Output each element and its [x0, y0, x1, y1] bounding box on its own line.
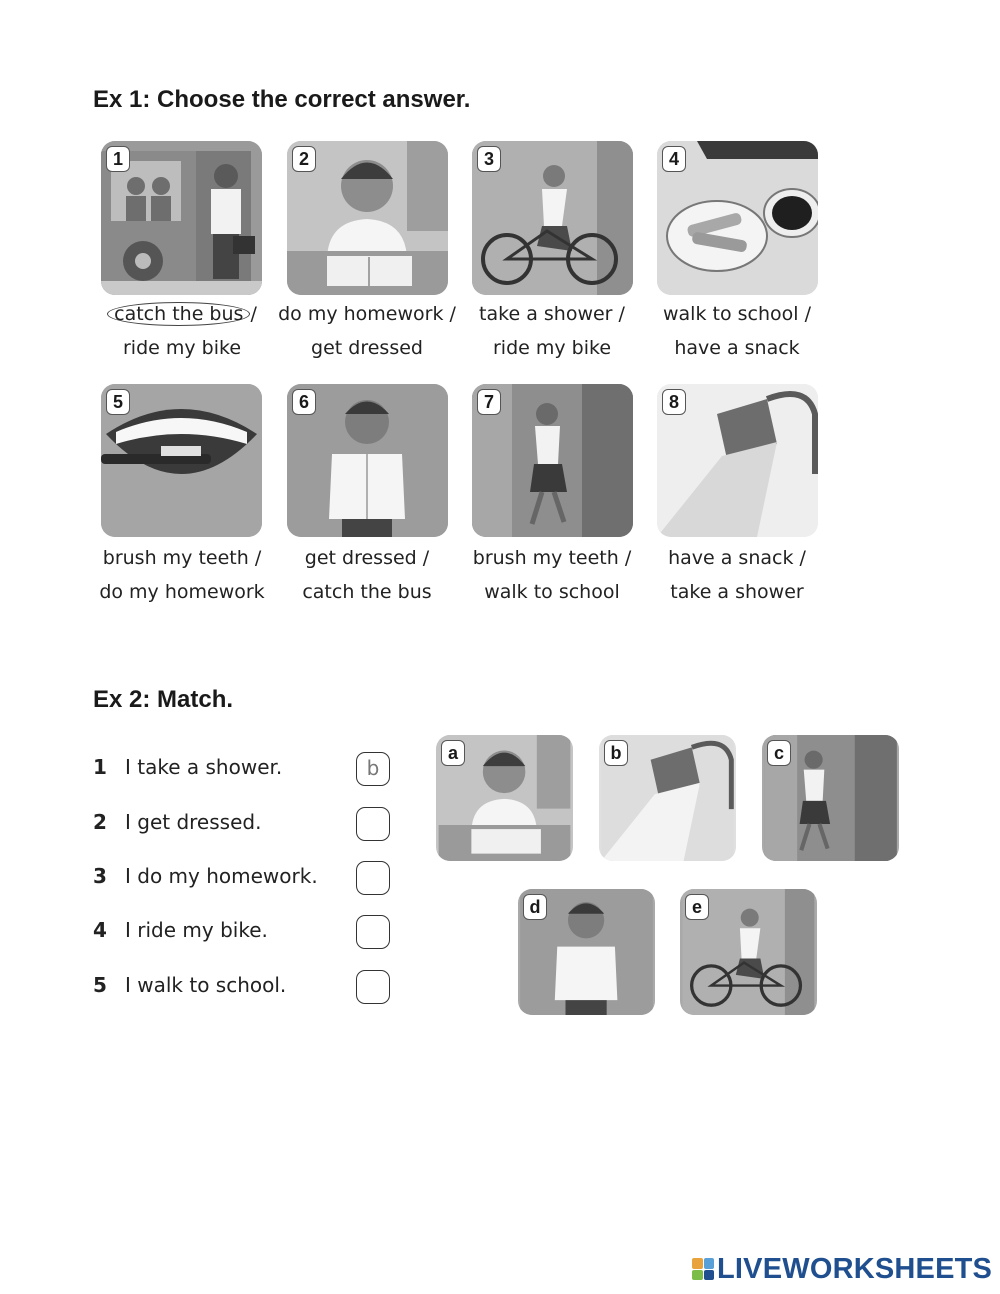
- picture-letter: a: [441, 740, 465, 766]
- getting-dressed-image: [287, 384, 448, 537]
- sentence-number: 4: [93, 918, 107, 942]
- option-2[interactable]: take a shower: [670, 581, 804, 603]
- match-sentence-5: [93, 973, 286, 997]
- sentence-number: 2: [93, 810, 107, 834]
- picture-number: 7: [477, 389, 501, 415]
- option-2[interactable]: walk to school: [484, 581, 620, 603]
- separator: /: [798, 303, 811, 325]
- option-2[interactable]: ride my bike: [122, 337, 242, 359]
- match-picture-d: [518, 889, 655, 1015]
- option-1[interactable]: brush my teeth: [102, 547, 249, 569]
- match-picture-a: [436, 735, 573, 861]
- sentence-text: I take a shower.: [125, 755, 283, 779]
- sentence-text: I walk to school.: [125, 973, 287, 997]
- option-1[interactable]: walk to school: [663, 303, 799, 325]
- answer-box-3[interactable]: [356, 861, 390, 895]
- sentence-text: I do my homework.: [125, 864, 318, 888]
- separator: /: [612, 303, 625, 325]
- option-2[interactable]: catch the bus: [302, 581, 432, 603]
- match-sentence-1: [93, 755, 282, 779]
- option-1[interactable]: do my homework: [278, 303, 444, 325]
- bus-boarding-image: [101, 141, 262, 295]
- picture-letter: c: [767, 740, 791, 766]
- caption-item-7: [457, 541, 647, 609]
- option-1-circled[interactable]: catch the bus: [107, 302, 250, 326]
- answer-box-1[interactable]: b: [356, 752, 390, 786]
- picture-number: 3: [477, 146, 501, 172]
- picture-letter: b: [604, 740, 628, 766]
- brushing-teeth-image: [101, 384, 262, 537]
- option-2[interactable]: do my homework: [99, 581, 265, 603]
- caption-item-3: [457, 297, 647, 365]
- picture-number: 2: [292, 146, 316, 172]
- logo-text: LIVEWORKSHEETS: [717, 1252, 993, 1285]
- snack-image: [657, 141, 818, 295]
- match-sentence-4: [93, 918, 268, 942]
- option-1[interactable]: have a snack: [668, 547, 794, 569]
- separator: /: [248, 547, 262, 569]
- match-picture-b: [599, 735, 736, 861]
- shower-image: [657, 384, 818, 537]
- option-1[interactable]: take a shower: [479, 303, 613, 325]
- answer-box-4[interactable]: [356, 915, 390, 949]
- match-sentence-2: [93, 810, 261, 834]
- separator: /: [443, 303, 456, 325]
- picture-number: 6: [292, 389, 316, 415]
- exercise-2-title: Ex 2: Match.: [93, 686, 234, 713]
- sentence-number: 1: [93, 755, 107, 779]
- picture-letter: d: [523, 894, 547, 920]
- logo-mark-icon: [692, 1258, 714, 1280]
- answer-box-5[interactable]: [356, 970, 390, 1004]
- match-picture-e: [680, 889, 817, 1015]
- picture-number: 1: [106, 146, 130, 172]
- sentence-number: 5: [93, 973, 107, 997]
- caption-item-5: [87, 541, 277, 609]
- homework-image: [287, 141, 448, 295]
- caption-item-1: [87, 297, 277, 365]
- separator: /: [416, 547, 430, 569]
- picture-number: 8: [662, 389, 686, 415]
- option-1[interactable]: get dressed: [304, 547, 417, 569]
- caption-item-8: [642, 541, 832, 609]
- sentence-text: I ride my bike.: [125, 918, 268, 942]
- option-1[interactable]: brush my teeth: [472, 547, 619, 569]
- match-picture-c: [762, 735, 899, 861]
- separator: /: [250, 303, 257, 325]
- sentence-number: 3: [93, 864, 107, 888]
- picture-number: 4: [662, 146, 686, 172]
- option-2[interactable]: ride my bike: [492, 337, 612, 359]
- riding-bike-image: [472, 141, 633, 295]
- caption-item-4: [642, 297, 832, 365]
- picture-letter: e: [685, 894, 709, 920]
- answer-box-2[interactable]: [356, 807, 390, 841]
- exercise-1-title: Ex 1: Choose the correct answer.: [93, 86, 471, 113]
- picture-number: 5: [106, 389, 130, 415]
- option-2[interactable]: have a snack: [674, 337, 800, 359]
- option-2[interactable]: get dressed: [311, 337, 423, 359]
- caption-item-2: [272, 297, 462, 365]
- liveworksheets-logo: [692, 1252, 992, 1286]
- sentence-text: I get dressed.: [125, 810, 262, 834]
- separator: /: [618, 547, 632, 569]
- caption-item-6: [272, 541, 462, 609]
- walking-image: [472, 384, 633, 537]
- separator: /: [793, 547, 806, 569]
- match-sentence-3: [93, 864, 318, 888]
